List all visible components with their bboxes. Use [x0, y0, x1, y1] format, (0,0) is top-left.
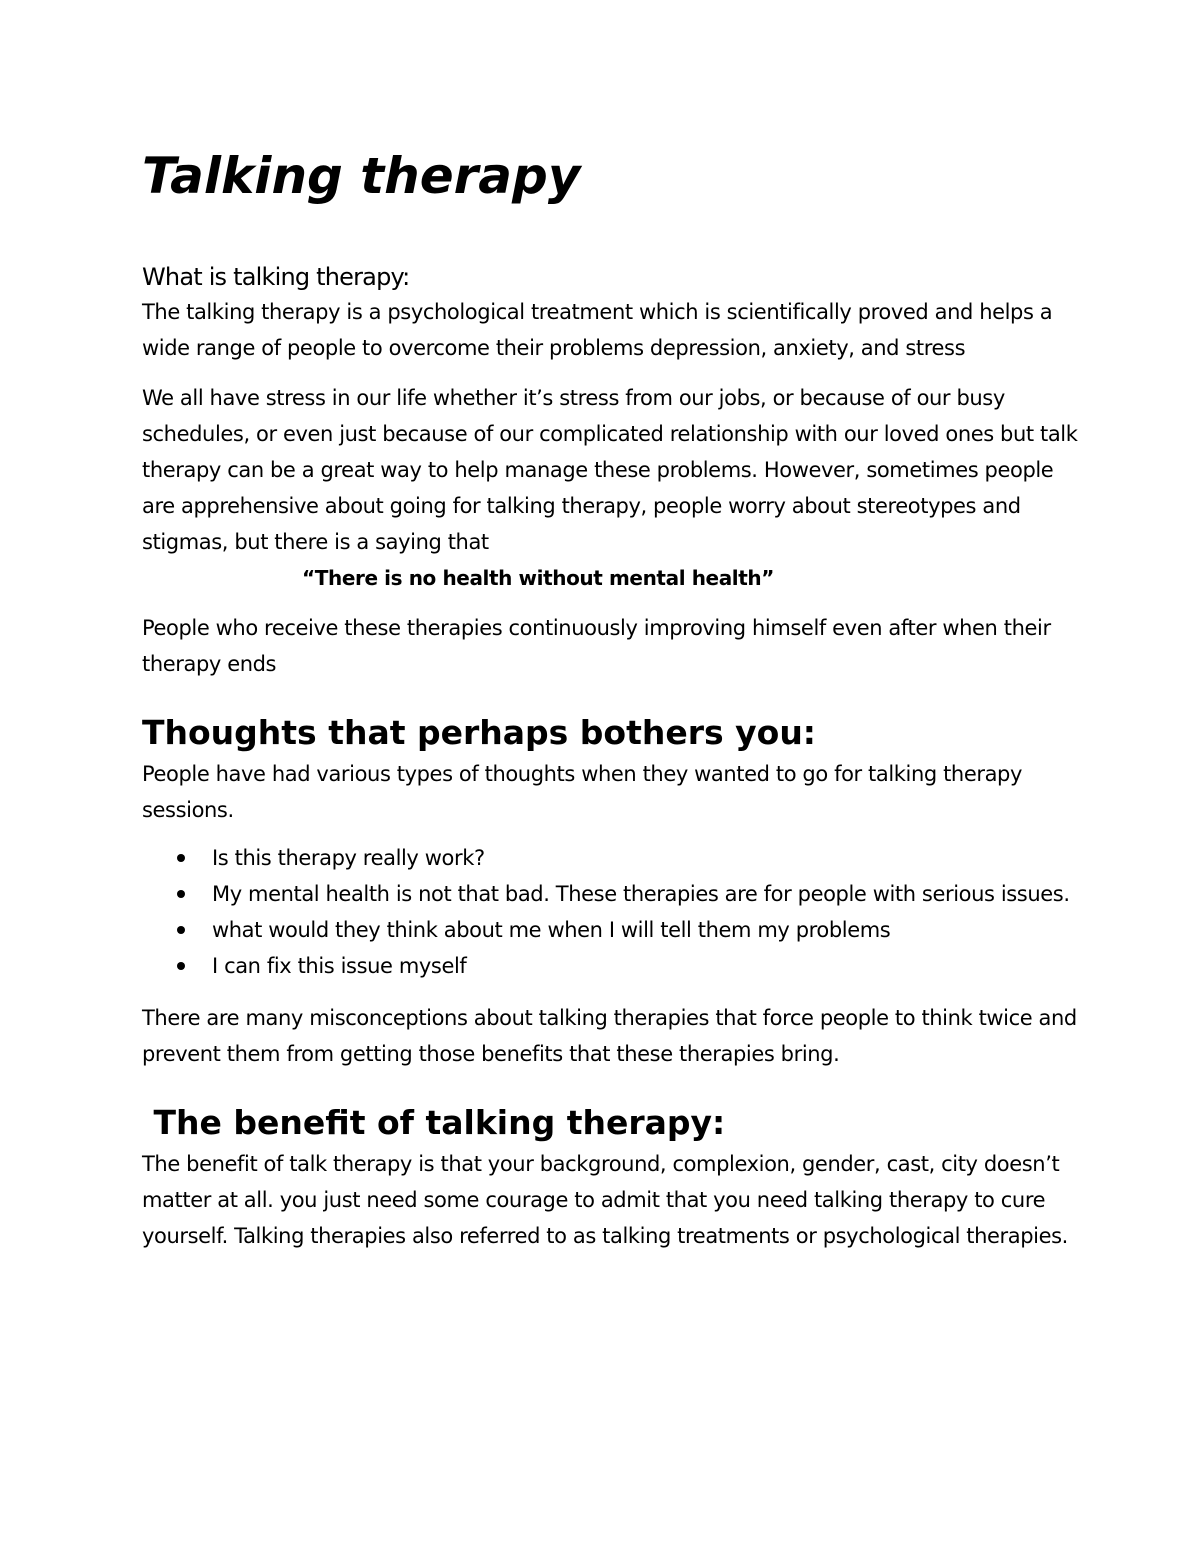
improvement-paragraph: People who receive these therapies continuously improving himself even after when their therapy ends — [142, 616, 1051, 676]
list-item-text: Is this therapy really work? — [212, 846, 485, 870]
section-what-is-heading: What is talking therapy: — [142, 263, 410, 291]
list-item — [142, 840, 1082, 876]
list-item — [142, 948, 1082, 984]
document-title: Talking therapy — [142, 147, 581, 205]
list-item — [142, 912, 1082, 948]
benefit-paragraph: The benefit of talk therapy is that your background, complexion, gender, cast, city doesn’t matter at all. you just need some courage to admit that you need talking therapy to cure yourself. Talking therapies also referred to as talking treatments or psychological therapies. — [142, 1152, 1068, 1248]
mental-health-quote: “There is no health without mental health” — [302, 566, 775, 590]
bullet-icon — [177, 962, 185, 970]
bullet-icon — [177, 926, 185, 934]
thoughts-intro-paragraph: People have had various types of thoughts when they wanted to go for talking therapy sessions. — [142, 762, 1023, 822]
section-benefit-heading: The benefit of talking therapy: — [142, 1103, 726, 1142]
list-item-text: what would they think about me when I will tell them my problems — [212, 918, 891, 942]
section-thoughts-heading: Thoughts that perhaps bothers you: — [142, 713, 817, 752]
definition-paragraph: The talking therapy is a psychological treatment which is scientifically proved and helps a wide range of people to overcome their problems depression, anxiety, and stress — [142, 300, 1053, 360]
document-page — [142, 140, 1082, 1254]
bullet-icon — [177, 854, 185, 862]
list-item — [142, 876, 1082, 912]
list-item-text: My mental health is not that bad. These therapies are for people with serious issues. — [212, 882, 1070, 906]
stress-paragraph: We all have stress in our life whether it’s stress from our jobs, or because of our busy schedules, or even just because of our complicated relationship with our loved ones but talk therapy can be a great way to help manage these problems. However, sometimes people are apprehensive about going for talking therapy, people worry about stereotypes and stigmas, but there is a saying that — [142, 386, 1078, 554]
list-item-text: I can fix this issue myself — [212, 954, 467, 978]
thoughts-list — [142, 840, 1082, 984]
bullet-icon — [177, 890, 185, 898]
misconceptions-paragraph: There are many misconceptions about talking therapies that force people to think twice and prevent them from getting those benefits that these therapies bring. — [142, 1006, 1077, 1066]
